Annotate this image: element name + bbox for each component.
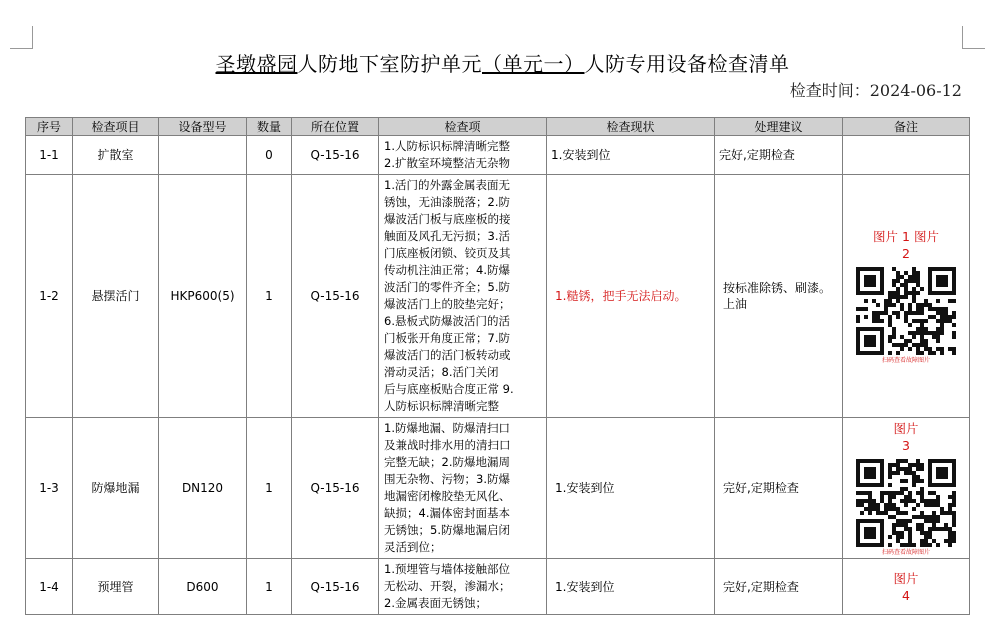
page-corner-mark-left <box>10 26 33 49</box>
header-checks: 检查项 <box>379 118 547 136</box>
cell-remark <box>843 136 970 175</box>
check-line: 1.活门的外露金属表面无 <box>384 178 510 192</box>
cell-checks <box>379 175 547 418</box>
check-line: 爆波活门板与底座板的接 <box>384 212 511 226</box>
remark-line: 2 <box>902 245 910 261</box>
cell-model <box>159 136 247 175</box>
table-header-row <box>26 118 970 136</box>
check-line: 触面及风孔无污损；3.活 <box>384 229 510 243</box>
cell-qty: 1 <box>247 559 292 615</box>
table-row <box>26 136 970 175</box>
cell-status: 1.安装到位 <box>547 136 715 175</box>
cell-no: 1-3 <box>26 418 73 559</box>
cell-item: 扩散室 <box>73 136 159 175</box>
cell-status: 1.安装到位 <box>547 418 715 559</box>
check-line: 传动机注油正常；4.防爆 <box>384 263 510 277</box>
qr-code-icon[interactable] <box>856 458 956 548</box>
cell-remark <box>843 559 970 615</box>
cell-model: DN120 <box>159 418 247 559</box>
check-line: 地漏密闭橡胶垫无风化、 <box>384 489 511 503</box>
check-line: 人防标识标牌清晰完整 <box>384 399 499 413</box>
check-line: 无松动、开裂，渗漏水； <box>384 579 511 593</box>
cell-location: Q-15-16 <box>292 418 379 559</box>
header-qty: 数量 <box>247 118 292 136</box>
check-time: 检查时间：2024-06-12 <box>789 81 962 100</box>
remark-line: 4 <box>902 587 910 603</box>
cell-remark <box>843 175 970 418</box>
check-line: 6.悬板式防爆波活门的活 <box>384 314 510 328</box>
check-line: 锈蚀，无油漆脱落；2.防 <box>384 195 510 209</box>
cell-no: 1-1 <box>26 136 73 175</box>
cell-item: 防爆地漏 <box>73 418 159 559</box>
cell-checks <box>379 136 547 175</box>
title-unit: （单元一） <box>482 52 585 76</box>
header-item: 检查项目 <box>73 118 159 136</box>
cell-advice: 完好,定期检查 <box>715 136 843 175</box>
title-end: 人防专用设备检查清单 <box>584 52 790 76</box>
header-model: 设备型号 <box>159 118 247 136</box>
check-line: 灵活到位； <box>384 540 442 554</box>
header-no: 序号 <box>26 118 73 136</box>
title-middle: 人防地下室防护单元 <box>297 52 482 76</box>
cell-advice: 完好,定期检查 <box>715 418 843 559</box>
header-status: 检查现状 <box>547 118 715 136</box>
cell-location: Q-15-16 <box>292 136 379 175</box>
cell-item: 预埋管 <box>73 559 159 615</box>
header-remark: 备注 <box>843 118 970 136</box>
check-line: 爆波活门的活门板转动或 <box>384 348 511 362</box>
check-line: 门板张开角度正常；7.防 <box>384 331 510 345</box>
cell-qty: 0 <box>247 136 292 175</box>
check-line: 1.防爆地漏、防爆清扫口 <box>384 421 510 435</box>
title-project-name: 圣墩盛园 <box>215 52 298 76</box>
cell-status: 1.安装到位 <box>547 559 715 615</box>
cell-location: Q-15-16 <box>292 175 379 418</box>
check-line: 2.扩散室环境整洁无杂物 <box>384 156 510 170</box>
cell-no: 1-2 <box>26 175 73 418</box>
check-line: 及兼战时排水用的清扫口 <box>384 438 511 452</box>
cell-advice: 完好,定期检查 <box>715 559 843 615</box>
check-line: 围无杂物、污物；3.防爆 <box>384 472 510 486</box>
check-line: 1.预埋管与墙体接触部位 <box>384 562 510 576</box>
cell-status: 1.糙锈，把手无法启动。 <box>547 175 715 418</box>
qr-caption: 扫码查看故障图片 <box>881 548 930 556</box>
table-row <box>26 559 970 615</box>
cell-qty: 1 <box>247 418 292 559</box>
cell-item: 悬摆活门 <box>73 175 159 418</box>
remark-line: 3 <box>902 437 910 453</box>
cell-qty: 1 <box>247 175 292 418</box>
page-corner-mark-right <box>962 26 985 49</box>
qr-caption: 扫码查看故障图片 <box>881 356 930 364</box>
table-row <box>26 418 970 559</box>
remark-line: 图片 <box>893 420 919 436</box>
cell-model: D600 <box>159 559 247 615</box>
document-title <box>0 48 1005 77</box>
cell-checks <box>379 418 547 559</box>
check-line: 爆波活门上的胶垫完好； <box>384 297 511 311</box>
cell-model: HKP600(5) <box>159 175 247 418</box>
table-row <box>26 175 970 418</box>
cell-no: 1-4 <box>26 559 73 615</box>
remark-line: 图片 <box>893 570 919 586</box>
cell-remark <box>843 418 970 559</box>
check-line: 1.人防标识标牌清晰完整 <box>384 139 510 153</box>
remark-line: 图片 1 图片 <box>873 228 939 244</box>
check-line: 后与底座板贴合度正常 9. <box>384 382 514 396</box>
cell-advice: 按标准除锈、刷漆。上油 <box>715 175 843 418</box>
check-line: 完整无缺；2.防爆地漏周 <box>384 455 510 469</box>
check-line: 门底座板闭锁、铰页及其 <box>384 246 511 260</box>
inspection-table <box>25 117 970 615</box>
check-line: 无锈蚀；5.防爆地漏启闭 <box>384 523 510 537</box>
cell-location: Q-15-16 <box>292 559 379 615</box>
qr-code-icon[interactable] <box>856 266 956 356</box>
check-line: 2.金属表面无锈蚀； <box>384 596 487 610</box>
check-line: 波活门的零件齐全；5.防 <box>384 280 510 294</box>
header-advice: 处理建议 <box>715 118 843 136</box>
header-location: 所在位置 <box>292 118 379 136</box>
check-line: 缺损；4.漏体密封面基本 <box>384 506 510 520</box>
cell-checks <box>379 559 547 615</box>
check-line: 滑动灵活；8.活门关闭 <box>384 365 499 379</box>
